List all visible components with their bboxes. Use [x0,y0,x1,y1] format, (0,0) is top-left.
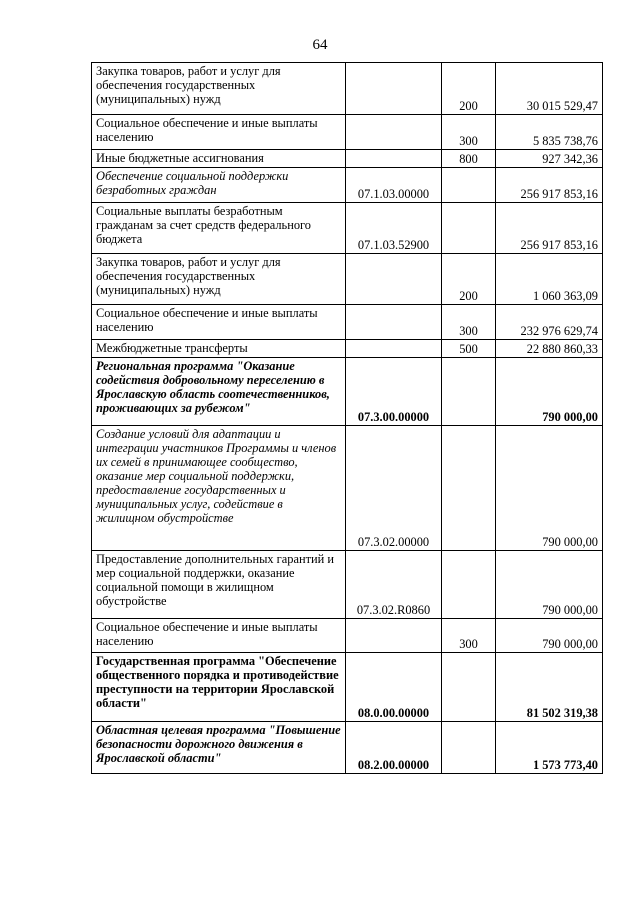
row-expense-type: 200 [442,63,496,115]
row-amount: 232 976 629,74 [496,305,603,340]
table-row [92,203,603,254]
row-code [346,150,442,168]
row-expense-type: 800 [442,150,496,168]
table-row [92,619,603,653]
row-code: 08.0.00.00000 [346,653,442,722]
page-number: 64 [312,37,328,53]
row-expense-type [442,653,496,722]
row-expense-type: 200 [442,254,496,305]
row-amount: 256 917 853,16 [496,168,603,203]
table-row [92,254,603,305]
row-name: Закупка товаров, работ и услуг для обеспечения государственных (муниципальных) нужд [92,63,346,115]
row-expense-type: 300 [442,305,496,340]
row-amount: 81 502 319,38 [496,653,603,722]
row-expense-type [442,551,496,619]
row-expense-type: 300 [442,619,496,653]
row-code: 07.3.00.00000 [346,358,442,426]
row-name: Социальное обеспечение и иные выплаты населению [92,305,346,340]
row-code [346,305,442,340]
table-row [92,168,603,203]
table-row [92,722,603,774]
row-expense-type [442,358,496,426]
row-code [346,115,442,150]
row-expense-type: 500 [442,340,496,358]
row-expense-type [442,203,496,254]
row-expense-type [442,722,496,774]
row-amount: 927 342,36 [496,150,603,168]
table-row [92,358,603,426]
row-amount: 256 917 853,16 [496,203,603,254]
budget-table [91,62,603,774]
row-code: 07.3.02.R0860 [346,551,442,619]
row-name: Создание условий для адаптации и интеграции участников Программы и членов их семей в принимающее сообщество, оказание мер социальной поддержки, предоставление государственных и муниципальных услуг, содействие в жилищном обустройстве [92,426,346,551]
table-row [92,115,603,150]
row-name: Предоставление дополнительных гарантий и мер социальной поддержки, оказание социальной помощи в жилищном обустройстве [92,551,346,619]
row-amount: 790 000,00 [496,358,603,426]
row-code: 08.2.00.00000 [346,722,442,774]
table-row [92,551,603,619]
row-code [346,340,442,358]
row-expense-type [442,168,496,203]
row-name: Межбюджетные трансферты [92,340,346,358]
table-row [92,426,603,551]
row-code [346,254,442,305]
row-name: Региональная программа "Оказание содействия добровольному переселению в Ярославскую область соотечественников, проживающих за рубежом" [92,358,346,426]
row-amount: 790 000,00 [496,619,603,653]
row-amount: 1 060 363,09 [496,254,603,305]
row-name: Социальное обеспечение и иные выплаты населению [92,115,346,150]
table-row [92,653,603,722]
row-amount: 22 880 860,33 [496,340,603,358]
row-name: Обеспечение социальной поддержки безработных граждан [92,168,346,203]
row-amount: 1 573 773,40 [496,722,603,774]
table-row [92,305,603,340]
row-code: 07.1.03.00000 [346,168,442,203]
row-amount: 790 000,00 [496,551,603,619]
row-amount: 30 015 529,47 [496,63,603,115]
table-row [92,63,603,115]
row-code: 07.1.03.52900 [346,203,442,254]
row-name: Иные бюджетные ассигнования [92,150,346,168]
row-name: Социальное обеспечение и иные выплаты населению [92,619,346,653]
row-code [346,619,442,653]
table-row [92,150,603,168]
row-name: Закупка товаров, работ и услуг для обеспечения государственных (муниципальных) нужд [92,254,346,305]
row-name: Государственная программа "Обеспечение общественного порядка и противодействие преступности на территории Ярославской области" [92,653,346,722]
row-code [346,63,442,115]
row-expense-type [442,426,496,551]
row-name: Социальные выплаты безработным гражданам за счет средств федерального бюджета [92,203,346,254]
row-code: 07.3.02.00000 [346,426,442,551]
row-expense-type: 300 [442,115,496,150]
row-amount: 790 000,00 [496,426,603,551]
row-amount: 5 835 738,76 [496,115,603,150]
row-name: Областная целевая программа "Повышение безопасности дорожного движения в Ярославской области" [92,722,346,774]
table-row [92,340,603,358]
